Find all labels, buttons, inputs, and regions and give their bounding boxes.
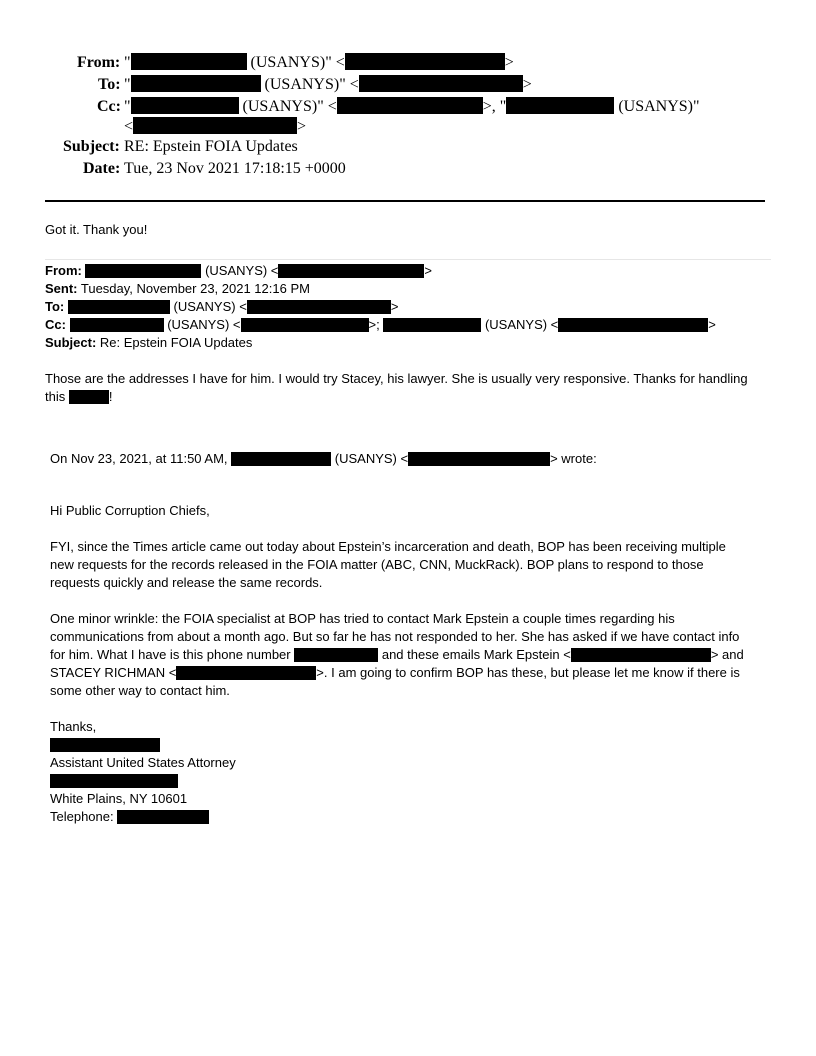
redaction (383, 318, 481, 332)
header-cc-value: " (USANYS)" < >, " (USANYS)" (124, 98, 700, 115)
redaction (70, 318, 164, 332)
redaction (69, 390, 109, 404)
paragraph-2-line: some other way to contact him. (50, 683, 230, 698)
redaction (133, 117, 297, 134)
paragraph-2-line: One minor wrinkle: the FOIA specialist at BOP has tried to contact Mark Epstein a couple times regarding his (50, 611, 675, 626)
header-subject-label: Subject: (63, 138, 120, 155)
quoted-to-row: To: (USANYS) < > (45, 299, 399, 314)
header-date-row (0, 158, 816, 180)
redaction (558, 318, 708, 332)
header-subject-value: RE: Epstein FOIA Updates (124, 138, 298, 155)
header-from-label: From: (77, 54, 121, 71)
redaction (506, 97, 614, 114)
redaction (85, 264, 201, 278)
redaction (359, 75, 523, 92)
redaction (50, 738, 160, 752)
reply-text: Got it. Thank you! (45, 222, 148, 237)
quoted-body-line: Those are the addresses I have for him. I would try Stacey, his lawyer. She is usually very responsive. Thanks for handling (45, 371, 748, 386)
redaction (131, 75, 261, 92)
redaction (231, 452, 331, 466)
redaction (294, 648, 378, 662)
header-to-value: " (USANYS)" < > (124, 76, 532, 93)
paragraph-2-line: communications from about a month ago. But so far he has not responded to her. She has asked if we have contact info (50, 629, 740, 644)
redaction (131, 97, 239, 114)
quoted-cc-row: Cc: (USANYS) < >; (USANYS) < > (45, 317, 716, 332)
redaction (408, 452, 550, 466)
header-cc-label: Cc: (97, 98, 121, 115)
header-from-row (0, 52, 816, 74)
header-to-row (0, 74, 816, 96)
signature-city: White Plains, NY 10601 (50, 791, 188, 806)
redaction (337, 97, 483, 114)
paragraph-1-line: FYI, since the Times article came out today about Epstein’s incarceration and death, BOP has been receiving multiple (50, 539, 726, 554)
header-date-value: Tue, 23 Nov 2021 17:18:15 +0000 (124, 160, 346, 177)
redaction (50, 774, 178, 788)
signoff: Thanks, (50, 719, 97, 734)
quoted-subject-row: Subject: Re: Epstein FOIA Updates (45, 335, 253, 350)
quoted-subject-label: Subject: (45, 335, 97, 350)
greeting: Hi Public Corruption Chiefs, (50, 503, 210, 518)
quoted-from-label: From: (45, 263, 82, 278)
paragraph-1-line: requests quickly and release the same records. (50, 575, 323, 590)
header-to-label: To: (98, 76, 121, 93)
quote-divider (45, 259, 771, 260)
redaction (278, 264, 424, 278)
header-subject-row (0, 136, 816, 158)
wrote-line: On Nov 23, 2021, at 11:50 AM, (USANYS) < > wrote: (50, 451, 597, 466)
redaction (131, 53, 247, 70)
signature-title: Assistant United States Attorney (50, 755, 236, 770)
redaction (571, 648, 711, 662)
header-cc-row (0, 96, 816, 118)
signature-telephone: Telephone: (50, 808, 209, 826)
quoted-from-row: From: (USANYS) < > (45, 263, 432, 278)
redaction (241, 318, 369, 332)
quoted-to-label: To: (45, 299, 65, 314)
header-cc-row-cont: < > (124, 118, 307, 135)
header-date-label: Date: (83, 160, 121, 177)
redaction (345, 53, 505, 70)
redaction (117, 810, 209, 824)
paragraph-2-line: STACEY RICHMAN < >. I am going to confirm BOP has these, but please let me know if there is (50, 665, 740, 680)
header-from-value: " (USANYS)" < > (124, 54, 514, 71)
redaction (176, 666, 316, 680)
quoted-sent-row: Sent: Tuesday, November 23, 2021 12:16 PM (45, 281, 310, 296)
header-divider (45, 200, 765, 202)
email-header (0, 52, 816, 182)
quoted-cc-label: Cc: (45, 317, 66, 332)
quoted-sent-label: Sent: (45, 281, 78, 296)
paragraph-1-line: new requests for the records released in the FOIA matter (ABC, CNN, MuckRack). BOP plans to respond to those (50, 557, 704, 572)
redaction (247, 300, 391, 314)
redaction (68, 300, 170, 314)
quoted-body-line: this ! (45, 389, 113, 404)
paragraph-2-line: for him. What I have is this phone number and these emails Mark Epstein < > and (50, 647, 744, 662)
